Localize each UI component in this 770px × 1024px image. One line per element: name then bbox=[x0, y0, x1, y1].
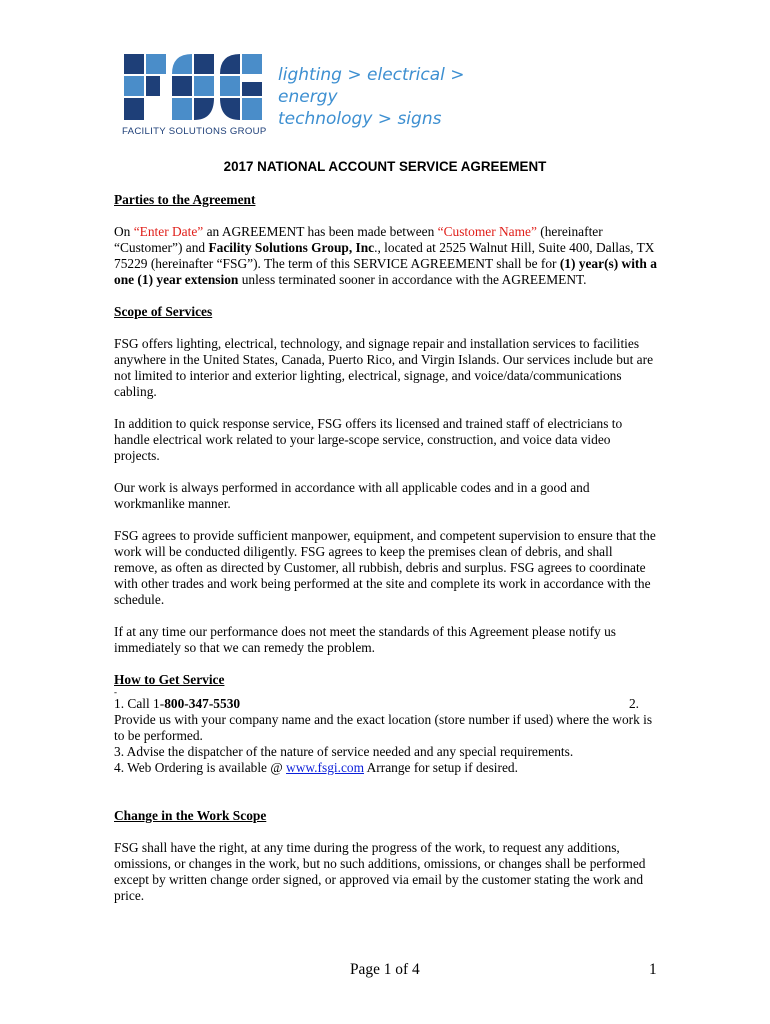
service-marker: - bbox=[114, 687, 117, 697]
parties-text-4: ., located at 2525 Walnut Hill, Suite 400, Dallas, TX 75229 (hereinafter “FSG”). The term of this SERVICE AGREEMENT shall be for bbox=[114, 240, 655, 271]
scope-paragraph-5: If at any time our performance does not meet the standards of this Agreement please notify us immediately so that we can remedy the problem. bbox=[114, 624, 616, 655]
scope-heading: Scope of Services bbox=[114, 304, 213, 319]
parties-text-1: On bbox=[114, 224, 134, 239]
change-paragraph: FSG shall have the right, at any time during the progress of the work, to request any additions, omissions, or changes in the work, but no such additions, omissions, or changes shall be performed except by written change order signed, or approved via email by the customer stating the work and price. bbox=[114, 840, 646, 903]
scope-paragraph-2: In addition to quick response service, FSG offers its licensed and trained staff of electricians to handle electrical work related to your large-scope service, construction, and voice data video projects. bbox=[114, 416, 623, 463]
page-label: Page 1 of 4 bbox=[350, 961, 420, 978]
company-logo bbox=[120, 50, 500, 140]
step-1-text: 1. Call 1- bbox=[114, 696, 165, 711]
company-name: Facility Solutions Group, Inc bbox=[208, 240, 375, 255]
website-link[interactable]: www.fsgi.com bbox=[286, 760, 365, 775]
customer-name-field[interactable]: “Customer Name” bbox=[437, 224, 537, 239]
service-step-3: 3. Advise the dispatcher of the nature of service needed and any special requirements. bbox=[114, 744, 574, 759]
scope-paragraph-4: FSG agrees to provide sufficient manpower, equipment, and competent supervision to ensure that the work will be conducted diligently. FSG agrees to keep the premises clean of debris, and shall remove, as often as directed by Customer, all rubbish, debris and surplus. FSG agrees to coordinate with other trades and work being performed at the site and complete its work in accordance with the schedule. bbox=[114, 528, 656, 607]
enter-date-field[interactable]: “Enter Date” bbox=[133, 224, 204, 239]
logo-company-name: FACILITY SOLUTIONS GROUP bbox=[122, 126, 267, 137]
tagline-line-2: technology > signs bbox=[278, 109, 442, 129]
step-4-text: 4. Web Ordering is available @ bbox=[114, 760, 287, 775]
scope-paragraph-3: Our work is always performed in accordance with all applicable codes and in a good and workmanlike manner. bbox=[114, 480, 590, 511]
service-step-1 bbox=[114, 696, 659, 712]
service-step-4 bbox=[114, 760, 659, 776]
parties-paragraph bbox=[114, 224, 659, 288]
document-body bbox=[114, 192, 659, 904]
change-heading: Change in the Work Scope bbox=[114, 808, 267, 823]
parties-heading: Parties to the Agreement bbox=[114, 192, 256, 207]
agreement-term: (1) year(s) with a one (1) year extension bbox=[114, 256, 657, 287]
service-heading: How to Get Service bbox=[114, 672, 225, 687]
fsg-logo-mark bbox=[124, 54, 274, 122]
step-4-suffix: Arrange for setup if desired. bbox=[364, 760, 518, 775]
service-phone: 800-347-5530 bbox=[164, 696, 241, 711]
parties-text-5: unless terminated sooner in accordance with the AGREEMENT. bbox=[238, 272, 587, 287]
step-2-number: 2. bbox=[628, 696, 639, 711]
scope-paragraph-1: FSG offers lighting, electrical, technology, and signage repair and installation services to facilities anywhere in the United States, Canada, Puerto Rico, and Virgin Islands. Our services include but are not limited to interior and exterior lighting, electrical, signage, and voice/data/communications cabling. bbox=[114, 336, 654, 399]
logo-tagline bbox=[278, 64, 500, 130]
page-number: 1 bbox=[649, 961, 657, 978]
document-title: 2017 NATIONAL ACCOUNT SERVICE AGREEMENT bbox=[223, 159, 547, 174]
service-step-2: Provide us with your company name and the exact location (store number if used) where the work is to be performed. bbox=[114, 712, 653, 743]
tagline-line-1: lighting > electrical > energy bbox=[278, 65, 465, 107]
parties-text-3: (hereinafter “Customer”) and bbox=[114, 224, 603, 255]
parties-text-2: an AGREEMENT has been made between bbox=[203, 224, 438, 239]
